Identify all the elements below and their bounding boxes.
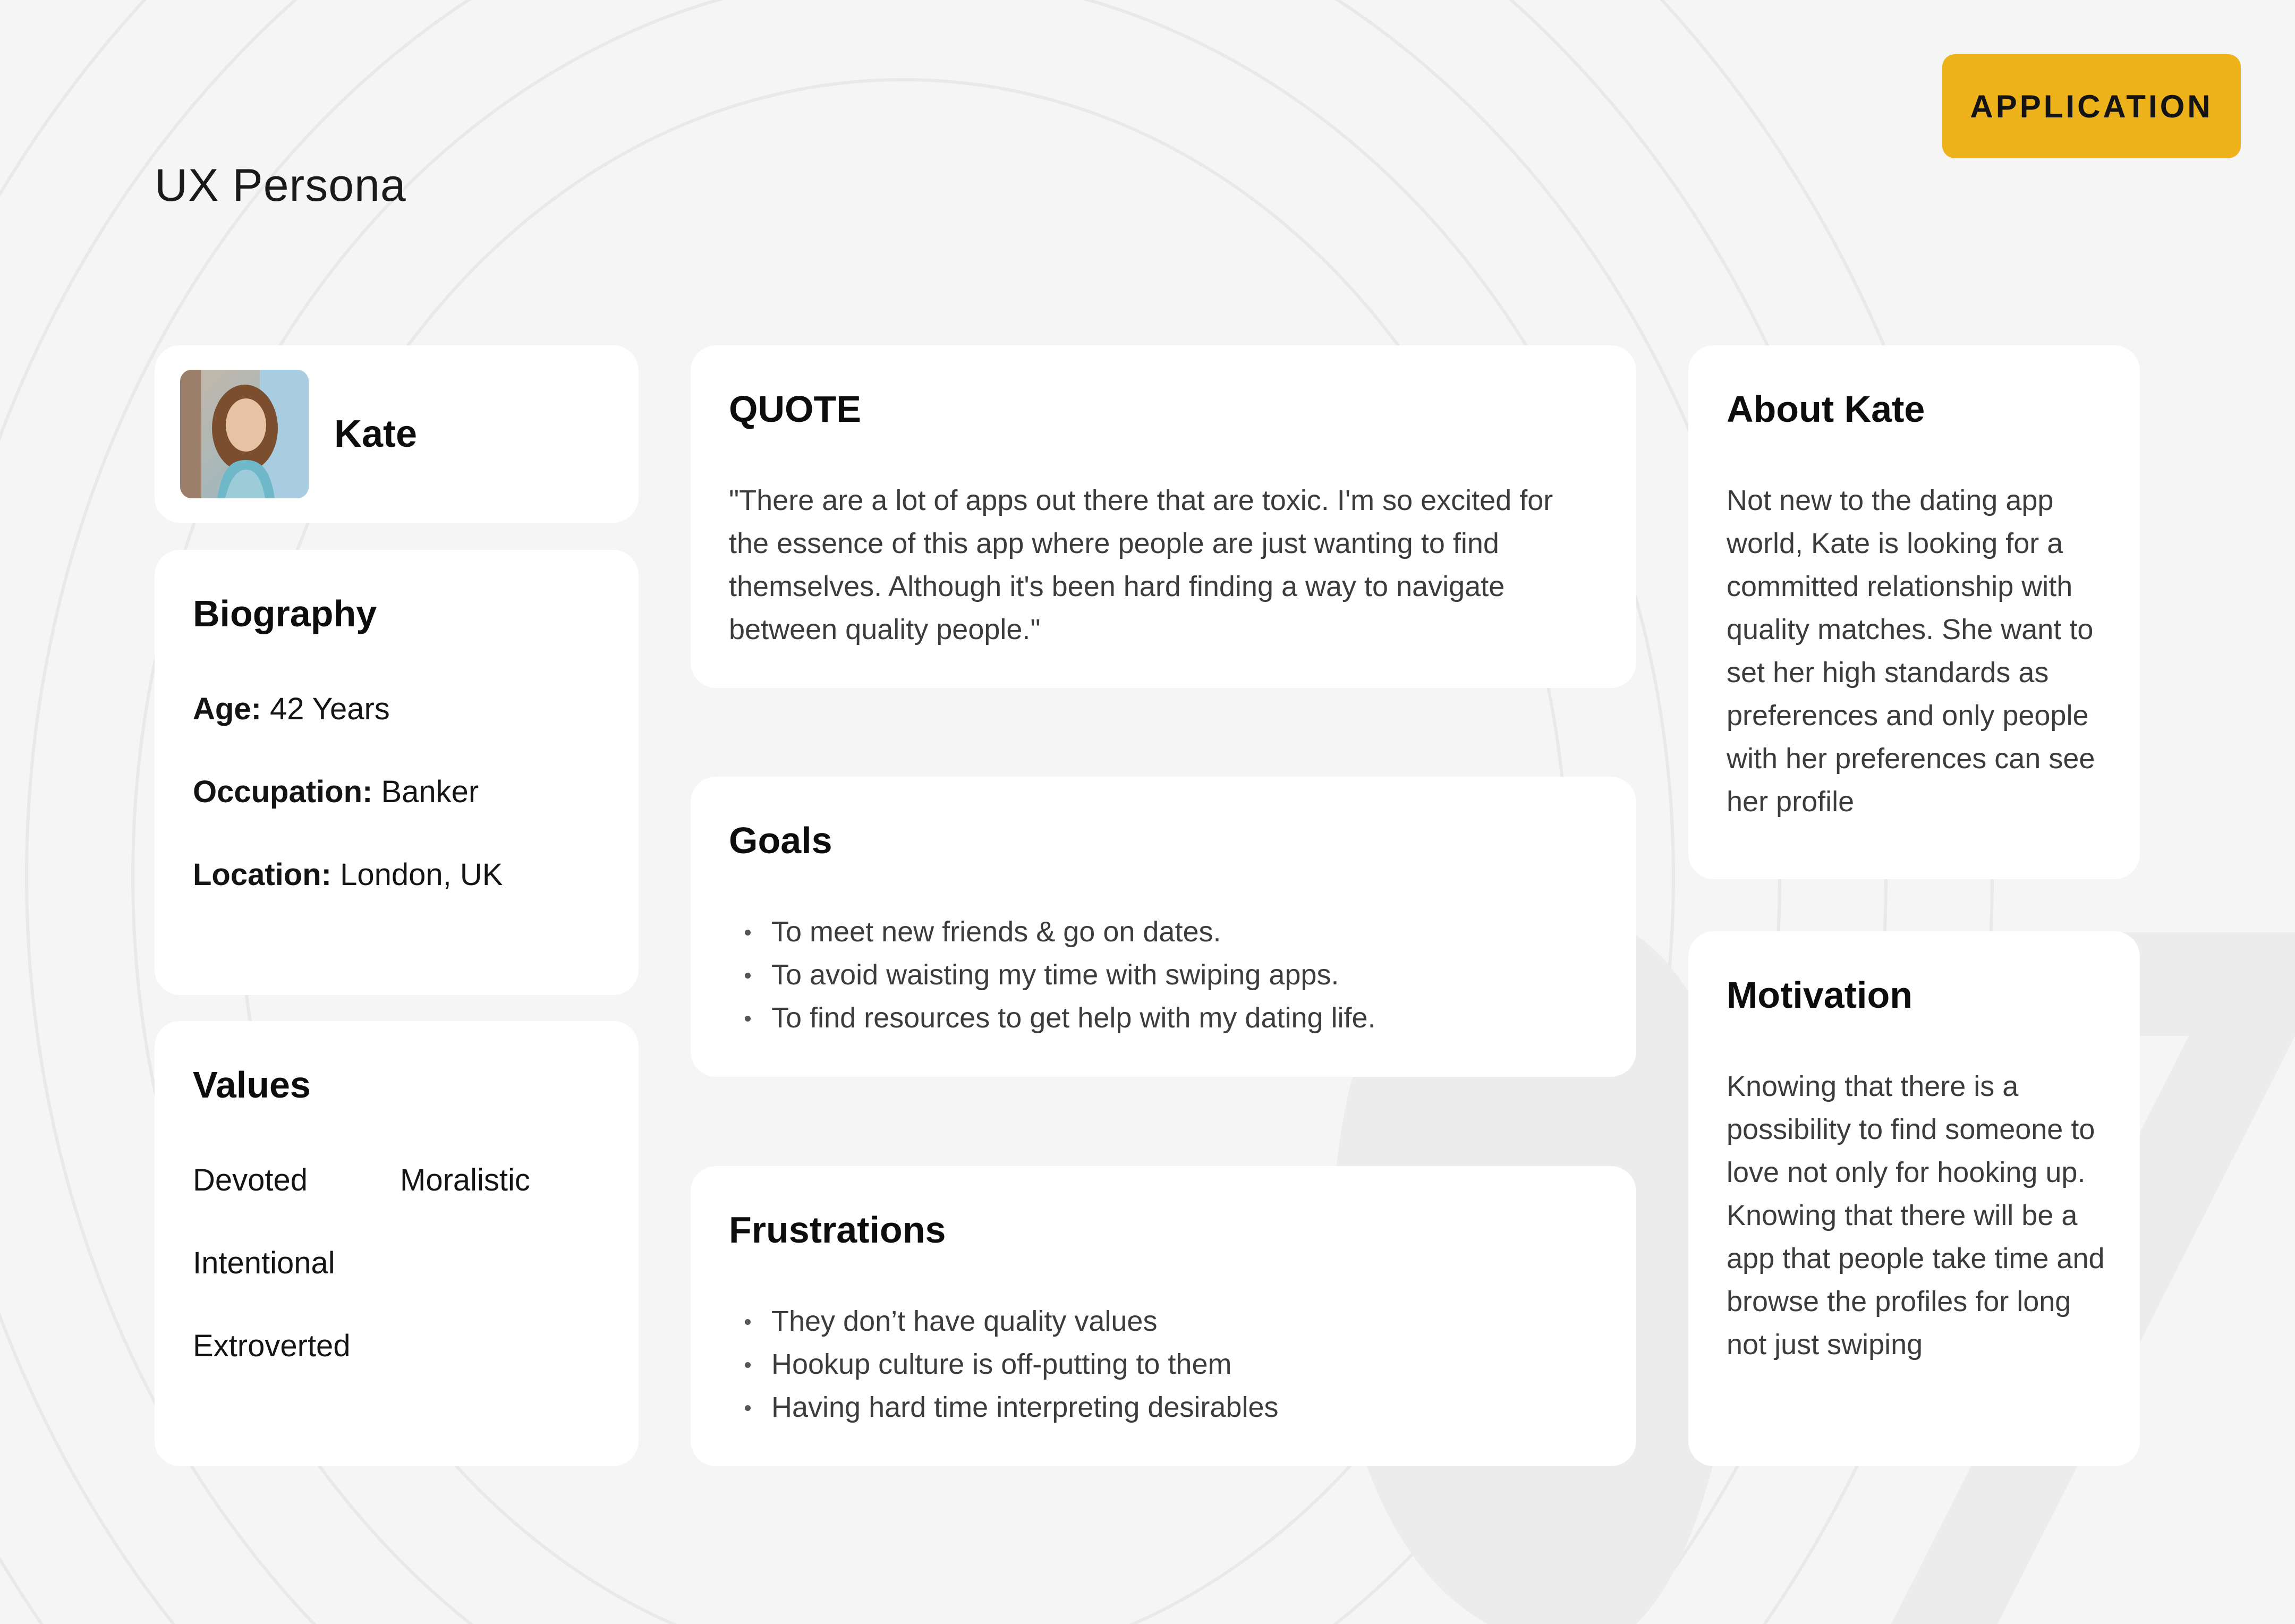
persona-name: Kate — [334, 413, 418, 455]
avatar — [180, 370, 309, 498]
biography-heading: Biography — [193, 593, 377, 634]
bio-age-value: 42 Years — [270, 692, 390, 726]
list-item: Having hard time interpreting desirables — [729, 1386, 1598, 1429]
list-item: Hookup culture is off-putting to them — [729, 1343, 1598, 1386]
motivation-text: Knowing that there is a possibility to find someone to love not only for hooking up. Knowing that there will be a app that people take time and browse the profiles for long not just swiping — [1727, 1070, 2105, 1361]
motivation-heading: Motivation — [1727, 974, 1912, 1016]
list-item: To avoid waisting my time with swiping apps. — [729, 954, 1598, 997]
values-card — [155, 1021, 639, 1466]
frustrations-card — [691, 1166, 1636, 1466]
motivation-card — [1688, 931, 2140, 1466]
bio-occupation-value: Banker — [381, 775, 479, 809]
about-text: Not new to the dating app world, Kate is looking for a committed relationship with quality matches. She want to set her high standards as preferences and only people with her preferences can see her profile — [1727, 484, 2095, 818]
bio-location-label: Location: — [193, 857, 332, 892]
bio-age — [193, 691, 390, 727]
bio-occupation-label: Occupation: — [193, 775, 373, 809]
bio-occupation — [193, 774, 479, 810]
frustrations-heading: Frustrations — [729, 1209, 946, 1251]
goals-heading: Goals — [729, 820, 832, 861]
profile-card — [155, 345, 639, 523]
list-item: They don’t have quality values — [729, 1300, 1598, 1343]
quote-text: "There are a lot of apps out there that are toxic. I'm so excited for the essence of this app where people are just wanting to find themselves. Although it's been hard finding a way to navigate between quality people." — [729, 484, 1553, 645]
biography-card — [155, 550, 639, 995]
quote-heading: QUOTE — [729, 388, 861, 430]
goals-list — [729, 911, 1598, 1040]
value-item: Moralistic — [400, 1163, 530, 1197]
value-item: Extroverted — [193, 1329, 351, 1363]
about-heading: About Kate — [1727, 388, 1925, 430]
value-item: Intentional — [193, 1246, 335, 1280]
quote-card — [691, 345, 1636, 688]
value-item: Devoted — [193, 1163, 308, 1197]
category-badge: APPLICATION — [1942, 54, 2241, 158]
list-item: To meet new friends & go on dates. — [729, 911, 1598, 954]
bio-location-value: London, UK — [340, 857, 503, 892]
page-title: UX Persona — [155, 160, 406, 211]
values-heading: Values — [193, 1064, 311, 1106]
about-card — [1688, 345, 2140, 879]
list-item: To find resources to get help with my dating life. — [729, 997, 1598, 1040]
bio-location — [193, 857, 503, 892]
goals-card — [691, 777, 1636, 1077]
bio-age-label: Age: — [193, 692, 261, 726]
frustrations-list — [729, 1300, 1598, 1429]
